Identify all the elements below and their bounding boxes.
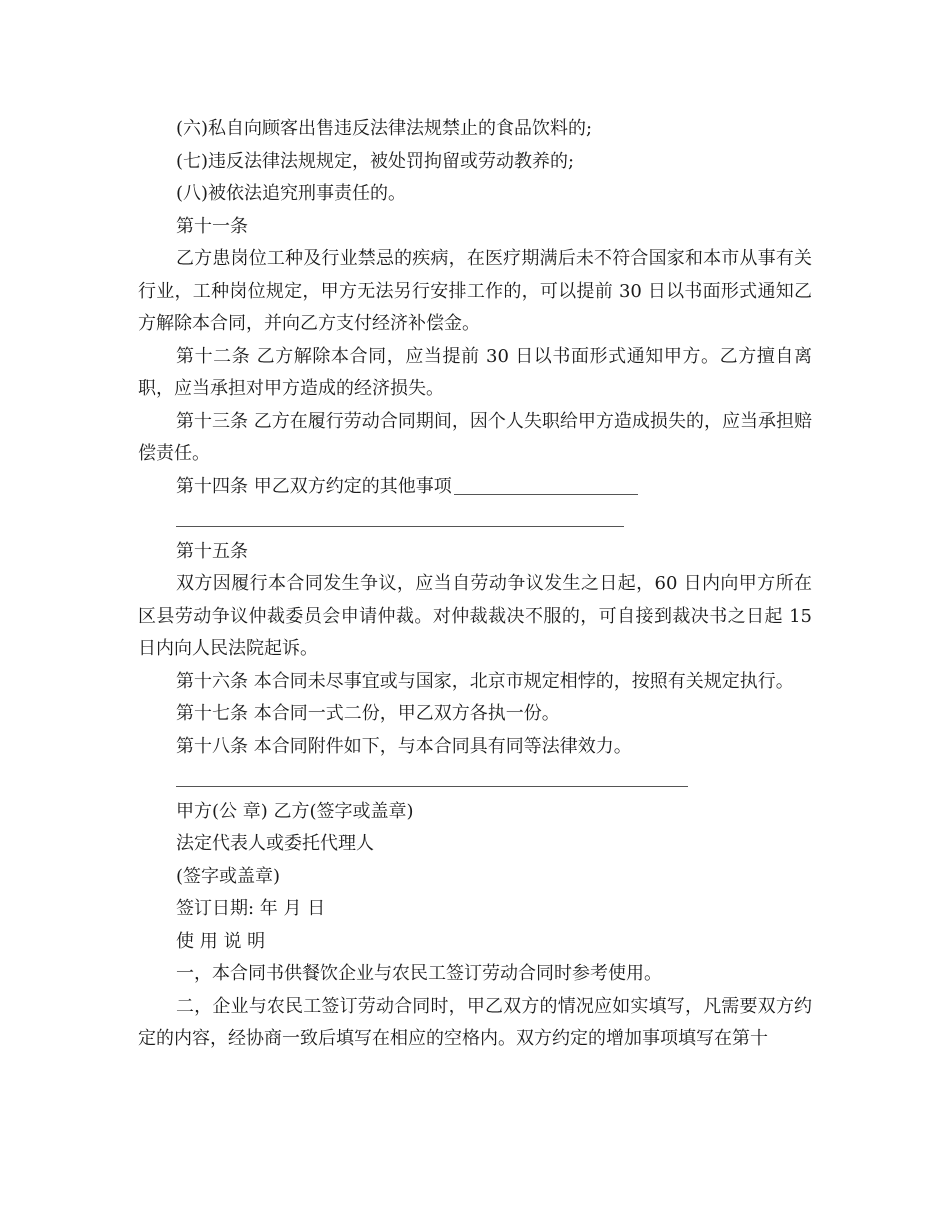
article-14-blank-line (138, 503, 812, 536)
article-13: 第十三条 乙方在履行劳动合同期间，因个人失职给甲方造成损失的，应当承担赔偿责任。 (138, 410, 812, 464)
signing-date: 签订日期: 年 月 日 (176, 898, 326, 919)
attachment-rule (176, 786, 688, 787)
clause-6: (六)私自向顾客出售违反法律法规禁止的食品饮料的; (176, 118, 593, 139)
signature-parties: 甲方(公 章) 乙方(签字或盖章) (176, 800, 414, 822)
article-16: 第十六条 本合同未尽事宜或与国家，北京市规定相悖的，按照有关规定执行。 (176, 670, 794, 692)
clause-7: (七)违反法律法规规定，被处罚拘留或劳动教养的; (176, 150, 575, 172)
signature-note: (签字或盖章) (176, 865, 281, 887)
article-15-heading: 第十五条 (176, 540, 248, 562)
instruction-1: 一，本合同书供餐饮企业与农民工签订劳动合同时参考使用。 (176, 963, 662, 984)
article-14-text: 第十四条 甲乙双方约定的其他事项 (176, 475, 452, 497)
article-14 (138, 471, 812, 504)
article-14-blank (454, 476, 638, 495)
instructions-heading: 使 用 说 明 (176, 930, 266, 952)
article-18: 第十八条 本合同附件如下，与本合同具有同等法律效力。 (176, 735, 632, 757)
clause-8: (八)被依法追究刑事责任的。 (176, 183, 407, 204)
article-12: 第十二条 乙方解除本合同，应当提前 30 日以书面形式通知甲方。乙方擅自离职，应当承担对甲方造成的经济损失。 (138, 345, 812, 399)
instruction-2: 二，企业与农民工签订劳动合同时，甲乙双方的情况应如实填写，凡需要双方约定的内容，经协商一致后填写在相应的空格内。双方约定的增加事项填写在第十 (138, 995, 812, 1049)
blank-rule (176, 526, 624, 527)
article-15-body: 双方因履行本合同发生争议，应当自劳动争议发生之日起，60 日内向甲方所在区县劳动争议仲裁委员会申请仲裁。对仲裁裁决不服的，可自接到裁决书之日起 15 日内向人民法院起诉。 (138, 573, 812, 659)
attachment-blank-line (138, 763, 812, 796)
article-11-body: 乙方患岗位工种及行业禁忌的疾病，在医疗期满后未不符合国家和本市从事有关行业，工种岗位规定，甲方无法另行安排工作的，可以提前 30 日以书面形式通知乙方解除本合同，并向乙方支付经济补偿金。 (138, 248, 812, 334)
article-17: 第十七条 本合同一式二份，甲乙双方各执一份。 (176, 703, 560, 724)
article-11-heading: 第十一条 (176, 215, 248, 237)
legal-representative: 法定代表人或委托代理人 (176, 833, 374, 854)
